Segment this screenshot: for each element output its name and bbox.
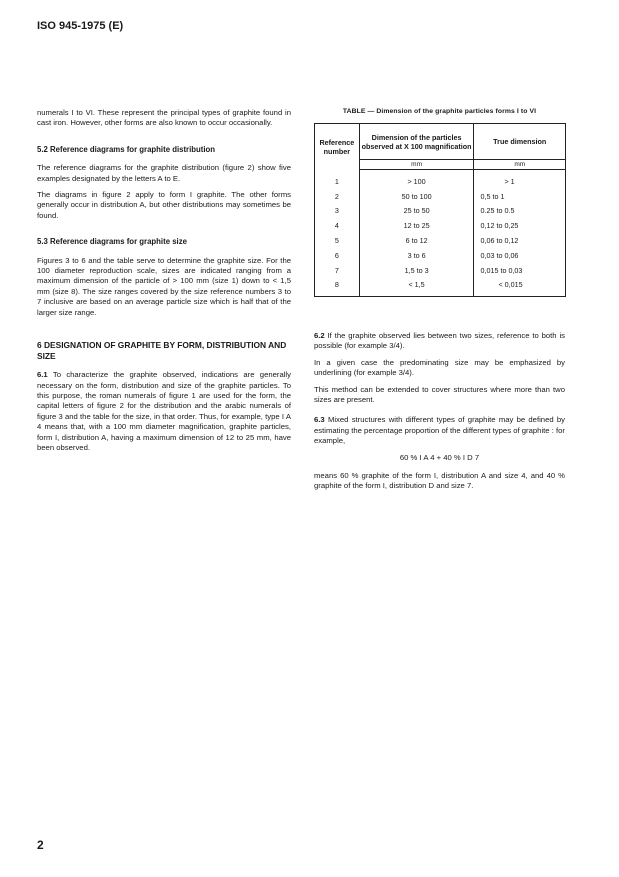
formula-explanation: means 60 % graphite of the form I, distribution A and size 4, and 40 % graphite of the form I, distribution D and size 7. bbox=[314, 471, 565, 491]
table-row bbox=[315, 204, 566, 219]
table-row bbox=[315, 248, 566, 263]
cell-ref: 4 bbox=[315, 218, 360, 233]
col-header-dimension: Dimension of the particles observed at X 100 magnification bbox=[359, 124, 474, 160]
cell-true: 0.25 to 0.5 bbox=[474, 204, 566, 219]
section-5-3-para-1: Figures 3 to 6 and the table serve to determine the graphite size. For the 100 diameter reproduction scale, sizes are indicated ranging from a maximum dimension of the particle of > 100 mm (size 1) down to < 1,5 mm (size 8). The size ranges covered by the size reference numbers 3 to 7 inclusive are based on an average particle size which is half that of the larger size range. bbox=[37, 255, 291, 317]
cell-ref: 1 bbox=[315, 170, 360, 189]
cell-true: 0,12 to 0,25 bbox=[474, 218, 566, 233]
cell-dim: 3 to 6 bbox=[359, 248, 474, 263]
table-row bbox=[315, 170, 566, 189]
cell-true: 0,06 to 0,12 bbox=[474, 233, 566, 248]
section-6-1-para bbox=[37, 370, 291, 453]
table-row bbox=[315, 233, 566, 248]
cell-dim: 6 to 12 bbox=[359, 233, 474, 248]
cell-dim: > 100 bbox=[359, 170, 474, 189]
cell-true: > 1 bbox=[474, 170, 566, 189]
table-row bbox=[315, 263, 566, 278]
cell-true: < 0,015 bbox=[474, 278, 566, 297]
section-6-1-text: To characterize the graphite observed, indications are generally necessary on the form, distribution and size of the graphite particles. To this purpose, the roman numerals of figure 1 are used for the form, the capital letters of figure 2 for the distribution and the arabic numerals of figure 3 and the table for the size, in that order. Thus, for example, type I A 4 means that, with a 100 mm diameter magnification, graphite particles, form I, distribution A, having a maximum dimension of 12 to 25 mm, have been observed. bbox=[37, 370, 291, 452]
col-header-reference: Reference number bbox=[315, 124, 360, 170]
cell-ref: 3 bbox=[315, 204, 360, 219]
page-number: 2 bbox=[37, 838, 44, 852]
left-column bbox=[37, 108, 291, 459]
table-row bbox=[315, 218, 566, 233]
table-title: TABLE — Dimension of the graphite particles forms I to VI bbox=[342, 108, 537, 115]
cell-ref: 8 bbox=[315, 278, 360, 297]
cell-dim: 25 to 50 bbox=[359, 204, 474, 219]
section-6-3-para bbox=[314, 415, 565, 446]
cell-true: 0,5 to 1 bbox=[474, 189, 566, 204]
cell-ref: 7 bbox=[315, 263, 360, 278]
table-row bbox=[315, 189, 566, 204]
extension-paragraph: This method can be extended to cover structures where more than two sizes are present. bbox=[314, 384, 565, 405]
section-5-3-title: 5.3 Reference diagrams for graphite size bbox=[37, 237, 187, 247]
section-6-2-number: 6.2 bbox=[314, 331, 325, 340]
section-5-2-para-2: The diagrams in figure 2 apply to form I graphite. The other forms generally occur in distribution A, but other distributions may sometimes be found. bbox=[37, 190, 291, 220]
cell-dim: < 1,5 bbox=[359, 278, 474, 297]
section-5-2-title: 5.2 Reference diagrams for graphite distribution bbox=[37, 144, 216, 154]
unit-dimension: mm bbox=[359, 160, 474, 170]
cell-dim: 50 to 100 bbox=[359, 189, 474, 204]
col-header-true-dimension: True dimension bbox=[474, 124, 566, 160]
cell-ref: 5 bbox=[315, 233, 360, 248]
table-row bbox=[315, 278, 566, 297]
unit-true-dimension: mm bbox=[474, 160, 566, 170]
cell-true: 0,03 to 0,06 bbox=[474, 248, 566, 263]
section-6-title: 6 DESIGNATION OF GRAPHITE BY FORM, DISTRIBUTION AND SIZE bbox=[37, 340, 287, 362]
example-formula: 60 % I A 4 + 40 % I D 7 bbox=[399, 452, 480, 462]
section-6-1-number: 6.1 bbox=[37, 370, 48, 380]
section-5-2-para-1: The reference diagrams for the graphite distribution (figure 2) show five examples designated by the letters A to E. bbox=[37, 163, 291, 183]
cell-true: 0,015 to 0,03 bbox=[474, 263, 566, 278]
section-6-2-para bbox=[314, 331, 565, 352]
cell-ref: 2 bbox=[315, 189, 360, 204]
right-column bbox=[314, 331, 565, 498]
cell-dim: 12 to 25 bbox=[359, 218, 474, 233]
document-header: ISO 945-1975 (E) bbox=[37, 20, 124, 32]
cell-dim: 1,5 to 3 bbox=[359, 263, 474, 278]
intro-paragraph: numerals I to VI. These represent the principal types of graphite found in cast iron. However, other forms are also known to occur occasionally. bbox=[37, 108, 291, 128]
section-6-3-number: 6.3 bbox=[314, 415, 325, 425]
predominating-size-paragraph: In a given case the predominating size may be emphasized by underlining (for example 3/4). bbox=[314, 357, 565, 378]
section-6-2-text: If the graphite observed lies between two sizes, reference to both is possible (for example 3/4). bbox=[314, 331, 565, 351]
cell-ref: 6 bbox=[315, 248, 360, 263]
graphite-dimension-table bbox=[314, 123, 566, 297]
section-6-3-text: Mixed structures with different types of graphite may be defined by estimating the percentage proportion of the different types of graphite : for example, bbox=[314, 415, 565, 446]
